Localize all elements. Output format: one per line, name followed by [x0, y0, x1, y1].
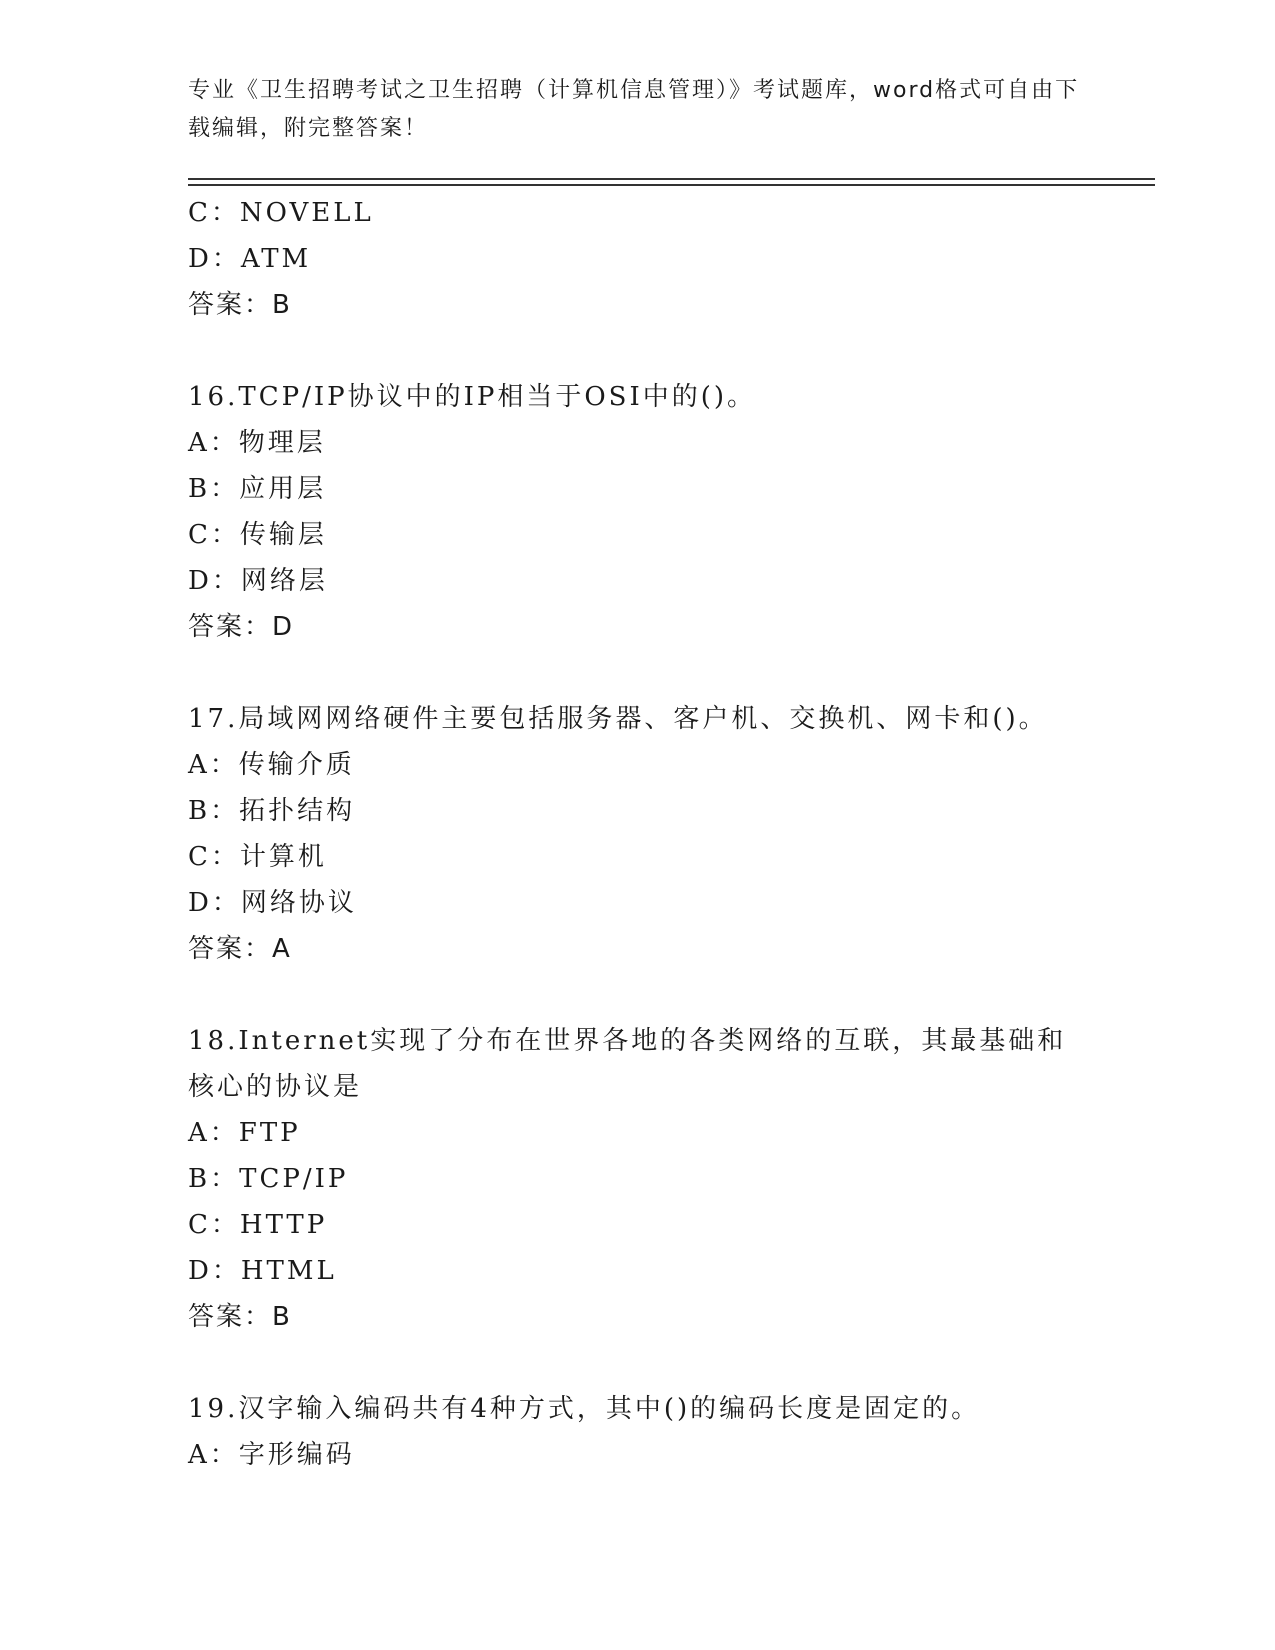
question-16 — [188, 374, 1088, 650]
answer-line: 答案：B — [188, 290, 292, 320]
option-a: A：字形编码 — [188, 1440, 355, 1470]
answer-line: 答案：B — [188, 1302, 292, 1332]
option-a: A：FTP — [188, 1118, 301, 1148]
header-divider-top — [188, 178, 1155, 180]
question-19 — [188, 1386, 1088, 1478]
header-divider-bottom — [188, 184, 1155, 186]
option-a: A：传输介质 — [188, 750, 355, 780]
answer-line: 答案：A — [188, 934, 292, 964]
option-a: A：物理层 — [188, 428, 326, 458]
question-text: 19.汉字输入编码共有4种方式，其中()的编码长度是固定的。 — [188, 1394, 981, 1424]
option-c: C：计算机 — [188, 842, 327, 872]
option-b: B：拓扑结构 — [188, 796, 356, 826]
question-text: 18.Internet实现了分布在世界各地的各类网络的互联，其最基础和核心的协议是 — [188, 1026, 1067, 1102]
question-18 — [188, 1018, 1088, 1340]
document-header: 专业《卫生招聘考试之卫生招聘（计算机信息管理）》考试题库，word格式可自由下载编辑，附完整答案！ — [188, 78, 1080, 141]
option-b: B：TCP/IP — [188, 1164, 349, 1194]
option-b: B：应用层 — [188, 474, 327, 504]
option-d: D：网络层 — [188, 566, 328, 596]
question-text: 17.局域网网络硬件主要包括服务器、客户机、交换机、网卡和()。 — [188, 704, 1048, 734]
question-17 — [188, 696, 1088, 972]
answer-line: 答案：D — [188, 612, 295, 642]
option-d: D：HTML — [188, 1256, 337, 1286]
continued-question — [188, 190, 1088, 328]
option-d: D：网络协议 — [188, 888, 357, 918]
option-d: D：ATM — [188, 244, 312, 274]
option-c: C：NOVELL — [188, 198, 374, 228]
question-text: 16.TCP/IP协议中的IP相当于OSI中的()。 — [188, 382, 757, 412]
option-c: C：HTTP — [188, 1210, 328, 1240]
option-c: C：传输层 — [188, 520, 327, 550]
document-body — [188, 190, 1088, 1478]
